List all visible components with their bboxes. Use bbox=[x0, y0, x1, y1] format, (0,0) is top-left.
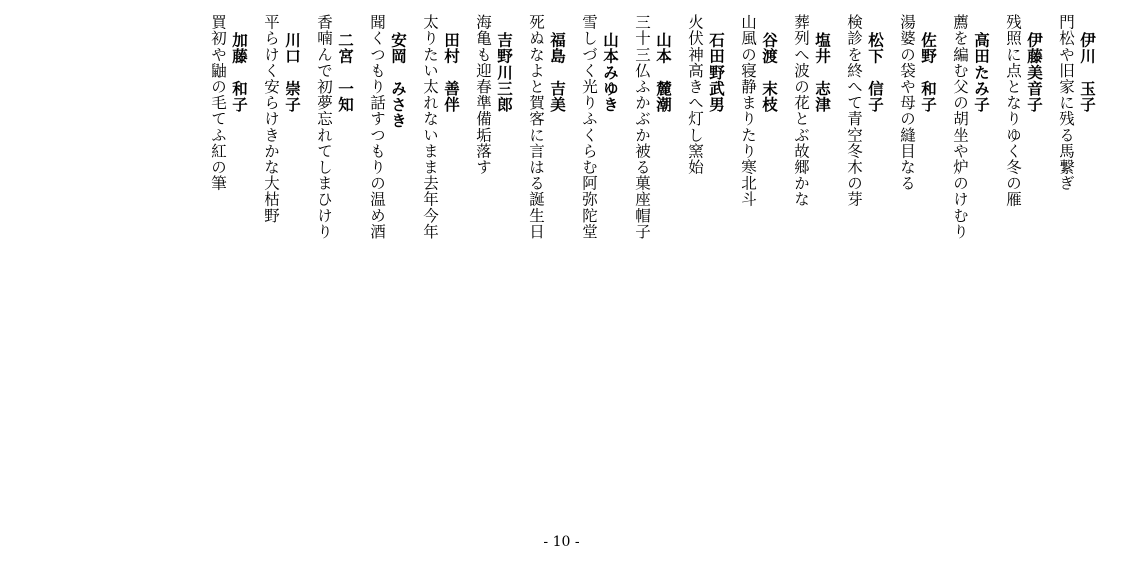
haiku-text: 門松や旧家に残る馬繋ぎ bbox=[1057, 14, 1075, 192]
haiku-entry bbox=[364, 12, 406, 239]
author-name: 山本みゆき bbox=[601, 32, 620, 113]
haiku-entry bbox=[841, 12, 883, 207]
haiku-text: 太りたい太れないまま去年今年 bbox=[421, 14, 439, 240]
haiku-text: 葬列へ波の花とぶ故郷かな bbox=[792, 14, 810, 208]
haiku-text: 買初や鼬の毛てふ紅の筆 bbox=[209, 14, 227, 192]
haiku-text: 火伏神高きへ灯し窯始 bbox=[686, 14, 704, 175]
author-name: 二宮 一知 bbox=[336, 32, 355, 113]
haiku-text: 薦を編む父の胡坐や炉のけむり bbox=[951, 14, 969, 240]
author-name: 高田たみ子 bbox=[972, 32, 991, 113]
author-name: 石田野武男 bbox=[707, 32, 726, 113]
haiku-text: 聞くつもり話すつもりの温め酒 bbox=[368, 14, 386, 240]
author-name: 川口 崇子 bbox=[283, 32, 302, 113]
haiku-text: 三十三仏ふかぶか被る菓座帽子 bbox=[633, 14, 651, 240]
haiku-entry bbox=[1053, 12, 1095, 191]
haiku-entry bbox=[417, 12, 459, 239]
haiku-text: 死ぬなよと賀客に言はる誕生日 bbox=[527, 14, 545, 240]
haiku-entry bbox=[629, 12, 671, 239]
author-name: 塩井 志津 bbox=[813, 32, 832, 113]
haiku-entry bbox=[947, 12, 989, 239]
author-name: 谷渡 末枝 bbox=[760, 32, 779, 113]
page-number: - 10 - bbox=[543, 534, 580, 550]
haiku-text: 海亀も迎春準備垢落す bbox=[474, 14, 492, 175]
haiku-text: 香喃んで初夢忘れてしまひけり bbox=[315, 14, 333, 240]
author-name: 加藤 和子 bbox=[230, 32, 249, 113]
haiku-entry bbox=[205, 12, 247, 191]
author-name: 山本 麓潮 bbox=[654, 32, 673, 113]
author-name: 佐野 和子 bbox=[919, 32, 938, 113]
haiku-columns bbox=[194, 12, 1095, 512]
author-name: 伊藤美音子 bbox=[1025, 32, 1044, 113]
haiku-text: 残照に点となりゆく冬の雁 bbox=[1004, 14, 1022, 208]
haiku-entry bbox=[523, 12, 565, 239]
haiku-text: 山風の寝静まりたり寒北斗 bbox=[739, 14, 757, 208]
author-name: 吉野川三郎 bbox=[495, 32, 514, 113]
haiku-entry bbox=[311, 12, 353, 239]
author-name: 安岡 みさき bbox=[389, 32, 408, 129]
haiku-entry bbox=[258, 12, 300, 223]
haiku-text: 雪しづく光りふくらむ阿弥陀堂 bbox=[580, 14, 598, 240]
haiku-entry bbox=[1000, 12, 1042, 207]
haiku-entry bbox=[576, 12, 618, 239]
haiku-text: 湯婆の袋や母の縫目なる bbox=[898, 14, 916, 192]
haiku-entry bbox=[735, 12, 777, 207]
author-name: 松下 信子 bbox=[866, 32, 885, 113]
haiku-text: 検診を終へて青空冬木の芽 bbox=[845, 14, 863, 208]
author-name: 田村 善伴 bbox=[442, 32, 461, 113]
author-name: 伊川 玉子 bbox=[1078, 32, 1097, 113]
haiku-text: 平らけく安らけきかな大枯野 bbox=[262, 14, 280, 224]
haiku-entry bbox=[470, 12, 512, 175]
author-name: 福島 吉美 bbox=[548, 32, 567, 113]
haiku-entry bbox=[682, 12, 724, 175]
haiku-entry bbox=[788, 12, 830, 207]
haiku-entry bbox=[894, 12, 936, 191]
